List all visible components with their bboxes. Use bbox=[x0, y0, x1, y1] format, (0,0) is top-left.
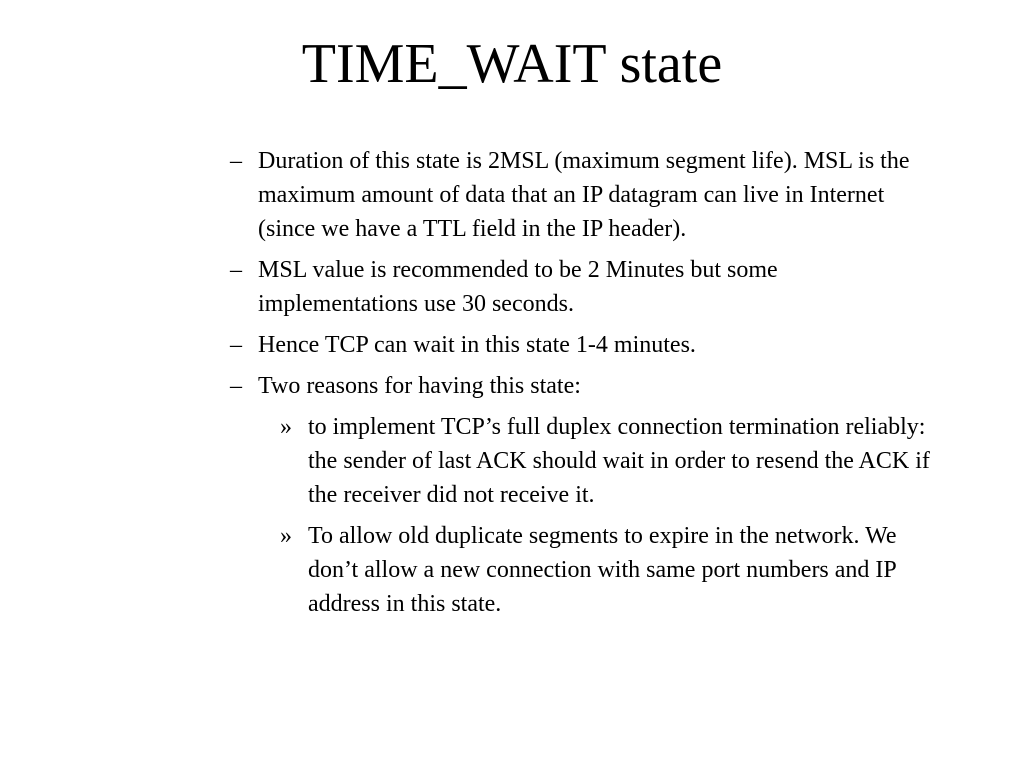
bullet-text: Duration of this state is 2MSL (maximum segment life). MSL is the maximum amount of data that an IP datagram can live in Internet (since we have a TTL field in the IP header). bbox=[258, 148, 910, 242]
sub-bullet-item bbox=[280, 519, 940, 621]
bullet-item bbox=[230, 328, 940, 362]
dash-marker: – bbox=[230, 257, 242, 283]
double-chevron-marker: » bbox=[280, 414, 292, 440]
bullet-text: Hence TCP can wait in this state 1-4 minutes. bbox=[258, 332, 696, 358]
sub-bullet-text: to implement TCP’s full duplex connection termination reliably: the sender of last ACK should wait in order to resend the ACK if the receiver did not receive it. bbox=[308, 414, 930, 508]
bullet-text: Two reasons for having this state: bbox=[258, 373, 581, 399]
dash-marker: – bbox=[230, 332, 242, 358]
slide-title: TIME_WAIT state bbox=[301, 33, 723, 95]
bullet-item bbox=[230, 253, 940, 321]
sub-bullet-item bbox=[280, 410, 940, 512]
sub-bullet-text: To allow old duplicate segments to expire in the network. We don’t allow a new connection with same port numbers and IP address in this state. bbox=[308, 523, 897, 617]
bullet-item bbox=[230, 369, 940, 403]
double-chevron-marker: » bbox=[280, 523, 292, 549]
slide-body bbox=[230, 144, 940, 628]
dash-marker: – bbox=[230, 148, 242, 174]
bullet-item bbox=[230, 144, 940, 246]
dash-marker: – bbox=[230, 373, 242, 399]
bullet-text: MSL value is recommended to be 2 Minutes but some implementations use 30 seconds. bbox=[258, 257, 778, 317]
